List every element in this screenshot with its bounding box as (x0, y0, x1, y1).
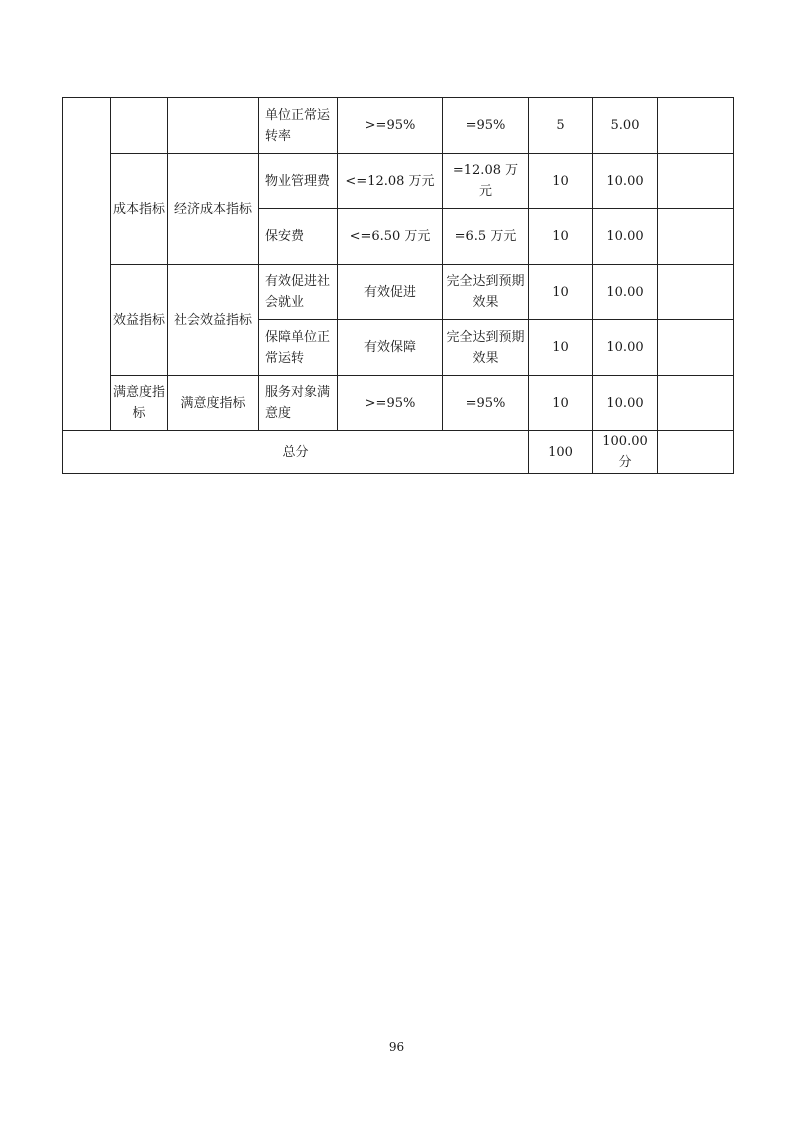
score-cell: 10.00 (593, 154, 658, 209)
third-level-indicator-cell: 经济成本指标 (168, 154, 259, 265)
total-row (63, 431, 734, 474)
score-cell: 10.00 (593, 209, 658, 265)
second-level-indicator-cell: 成本指标 (111, 154, 168, 265)
actual-value-cell: =12.08 万元 (443, 154, 529, 209)
remark-cell (658, 376, 734, 431)
remark-cell (658, 209, 734, 265)
indicator-name-cell: 物业管理费 (259, 154, 338, 209)
target-value-cell: >=95% (338, 376, 443, 431)
remark-cell (658, 154, 734, 209)
weight-cell: 5 (529, 98, 593, 154)
table-row (63, 265, 734, 320)
second-level-indicator-cell (111, 98, 168, 154)
second-level-indicator-cell: 满意度指标 (111, 376, 168, 431)
remark-cell (658, 320, 734, 376)
table-row (63, 154, 734, 209)
remark-cell (658, 98, 734, 154)
actual-value-cell: =95% (443, 98, 529, 154)
score-cell: 10.00 (593, 376, 658, 431)
score-cell: 5.00 (593, 98, 658, 154)
indicator-name-cell: 单位正常运转率 (259, 98, 338, 154)
target-value-cell: <=12.08 万元 (338, 154, 443, 209)
weight-cell: 10 (529, 320, 593, 376)
score-cell: 10.00 (593, 265, 658, 320)
third-level-indicator-cell: 社会效益指标 (168, 265, 259, 376)
actual-value-cell: =6.5 万元 (443, 209, 529, 265)
remark-cell (658, 431, 734, 474)
second-level-indicator-cell: 效益指标 (111, 265, 168, 376)
actual-value-cell: 完全达到预期效果 (443, 320, 529, 376)
table-row (63, 376, 734, 431)
page-number: 96 (388, 1040, 405, 1054)
score-cell: 10.00 (593, 320, 658, 376)
performance-table (62, 97, 734, 474)
target-value-cell: 有效保障 (338, 320, 443, 376)
total-label-cell: 总分 (63, 431, 529, 474)
total-score-cell: 100.00分 (593, 431, 658, 474)
third-level-indicator-cell: 满意度指标 (168, 376, 259, 431)
table-row (63, 98, 734, 154)
target-value-cell: >=95% (338, 98, 443, 154)
indicator-name-cell: 保安费 (259, 209, 338, 265)
target-value-cell: 有效促进 (338, 265, 443, 320)
weight-cell: 10 (529, 209, 593, 265)
first-level-indicator-cell (63, 98, 111, 431)
weight-cell: 10 (529, 265, 593, 320)
remark-cell (658, 265, 734, 320)
weight-cell: 10 (529, 154, 593, 209)
third-level-indicator-cell (168, 98, 259, 154)
indicator-name-cell: 服务对象满意度 (259, 376, 338, 431)
indicator-name-cell: 有效促进社会就业 (259, 265, 338, 320)
actual-value-cell: 完全达到预期效果 (443, 265, 529, 320)
total-weight-cell: 100 (529, 431, 593, 474)
weight-cell: 10 (529, 376, 593, 431)
actual-value-cell: =95% (443, 376, 529, 431)
indicator-name-cell: 保障单位正常运转 (259, 320, 338, 376)
target-value-cell: <=6.50 万元 (338, 209, 443, 265)
